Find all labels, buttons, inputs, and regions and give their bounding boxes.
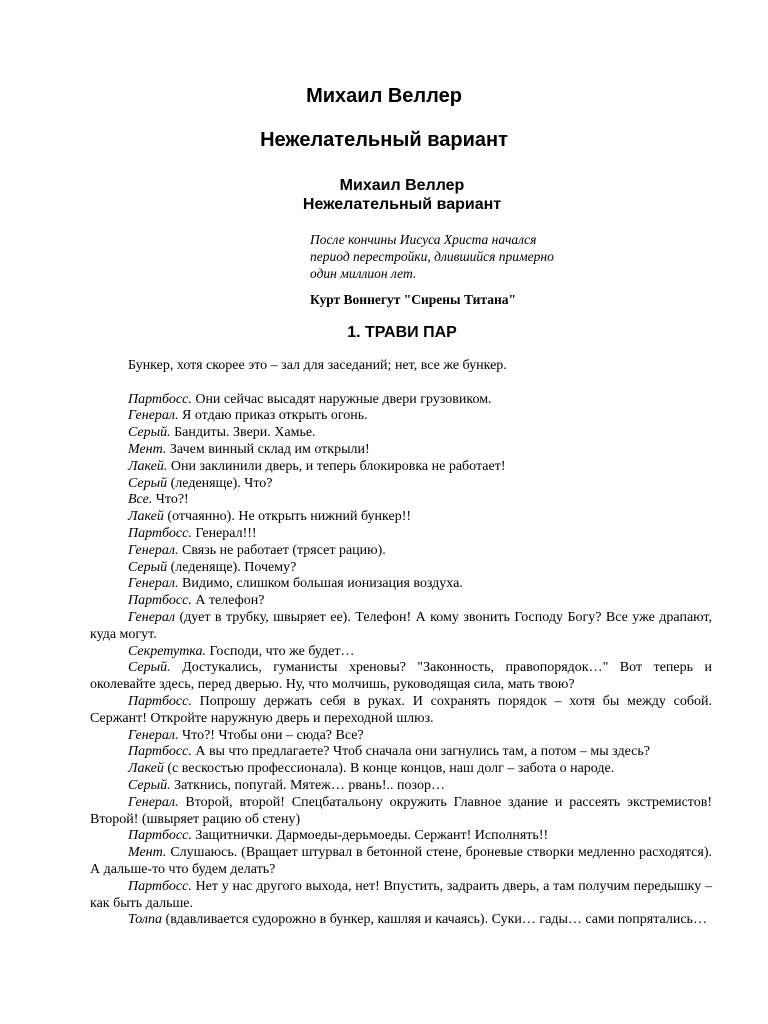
- speaker-name: Генерал.: [128, 408, 179, 424]
- line-text: Зачем винный склад им открыли!: [166, 441, 370, 457]
- line-text: (леденяще). Что?: [167, 475, 273, 491]
- dialogue-line: [90, 828, 712, 845]
- speaker-name: Лакей: [128, 509, 164, 525]
- title-subheading: Нежелательный вариант: [302, 196, 502, 213]
- line-text: (дует в трубку, швыряет ее). Телефон! А кому звонить Господу Богу? Все уже драпают, куда могут.: [90, 609, 712, 642]
- line-text: (с вескостью профессионала). В конце концов, наш долг – забота о народе.: [163, 761, 615, 777]
- epigraph-line: один миллион лет.: [310, 266, 417, 281]
- line-text: Они сейчас высадят наружные двери грузовиком.: [191, 391, 492, 407]
- speaker-name: Все.: [128, 492, 153, 508]
- dialogue-line: [90, 728, 712, 745]
- author-heading: Михаил Веллер: [306, 85, 462, 107]
- line-text: Попрошу держать себя в руках. И сохранять порядок – хотя бы между собой. Сержант! Откройте наружную дверь и переходной шлюз.: [90, 693, 712, 726]
- speaker-name: Серый: [128, 475, 168, 491]
- line-text: Заткнись, попугай. Мятеж… рвань!.. позор…: [170, 777, 445, 793]
- dialogue-line: [90, 459, 712, 476]
- dialogue-line: [90, 492, 712, 509]
- dialogue-line: [90, 761, 712, 778]
- line-text: Господи, что же будет…: [206, 643, 355, 659]
- dialogue-line: [90, 392, 712, 409]
- line-text: Они заклинили дверь, и теперь блокировка не работает!: [167, 458, 506, 474]
- line-text: (вдавливается судорожно в бункер, кашляя и качаясь). Суки… гады… сами попрятались…: [162, 912, 707, 928]
- line-text: (отчаянно). Не открыть нижний бункер!!: [163, 509, 412, 525]
- chapter-title: 1. ТРАВИ ПАР: [347, 324, 457, 341]
- dialogue-line: [90, 744, 712, 761]
- speaker-name: Серый.: [128, 425, 171, 441]
- title-heading: Нежелательный вариант: [260, 129, 508, 151]
- dialogue-line: [90, 442, 712, 459]
- dialogue-line: [90, 560, 712, 577]
- dialogue-line: [90, 576, 712, 593]
- dialogue: [90, 392, 712, 930]
- speaker-name: Генерал: [128, 609, 176, 625]
- dialogue-line: [90, 795, 712, 829]
- speaker-name: Партбосс.: [128, 593, 192, 609]
- line-text: Видимо, слишком большая ионизация воздуха.: [178, 576, 463, 592]
- dialogue-line: [90, 425, 712, 442]
- speaker-name: Генерал.: [128, 794, 179, 810]
- line-text: Слушаюсь. (Вращает штурвал в бетонной стене, броневые створки медленно расходятся). А дальше-то что будем делать?: [90, 845, 712, 877]
- speaker-name: Серый.: [128, 660, 171, 676]
- dialogue-line: [90, 610, 712, 644]
- author-subheading: Михаил Веллер: [339, 177, 465, 194]
- speaker-name: Генерал.: [128, 727, 179, 743]
- line-text: Что?! Чтобы они – сюда? Все?: [178, 727, 364, 743]
- line-text: Связь не работает (трясет рацию).: [178, 542, 386, 558]
- speaker-name: Партбосс.: [128, 693, 192, 709]
- dialogue-line: [90, 593, 712, 610]
- line-text: Второй, второй! Спецбатальону окружить Главное здание и рассеять экстремистов! Второй! (швыряет рацию об стену): [90, 794, 712, 827]
- epigraph-line: период перестройки, длившийся примерно: [310, 249, 554, 264]
- speaker-name: Толпа: [128, 912, 163, 928]
- speaker-name: Мент.: [128, 845, 167, 861]
- play-text: [90, 358, 712, 929]
- speaker-name: Мент.: [128, 441, 167, 457]
- epigraph: [310, 231, 610, 282]
- line-text: Защитнички. Дармоеды-дерьмоеды. Сержант! Исполнять!!: [191, 828, 549, 844]
- dialogue-line: [90, 543, 712, 560]
- speaker-name: Серый: [128, 559, 168, 575]
- speaker-name: Серый.: [128, 777, 171, 793]
- dialogue-line: [90, 694, 712, 728]
- speaker-name: Партбосс.: [128, 828, 192, 844]
- dialogue-line: [90, 526, 712, 543]
- speaker-name: Секретутка.: [128, 643, 207, 659]
- line-text: Достукались, гуманисты хреновы? "Законность, правопорядок…" Вот теперь и околевайте здесь, перед дверью. Ну, что молчишь, руководящая сила, мать твою?: [90, 660, 712, 693]
- speaker-name: Партбосс.: [128, 878, 192, 894]
- speaker-name: Генерал.: [128, 542, 179, 558]
- dialogue-line: [90, 476, 712, 493]
- line-text: А вы что предлагаете? Чтоб сначала они загнулись там, а потом – мы здесь?: [191, 744, 650, 760]
- dialogue-line: [90, 509, 712, 526]
- speaker-name: Партбосс.: [128, 525, 192, 541]
- speaker-name: Партбосс.: [128, 391, 192, 407]
- dialogue-line: [90, 845, 712, 879]
- speaker-name: Партбосс.: [128, 744, 192, 760]
- line-text: А телефон?: [191, 593, 265, 609]
- dialogue-line: [90, 660, 712, 694]
- line-text: Бандиты. Звери. Хамье.: [170, 425, 316, 441]
- dialogue-line: [90, 879, 712, 913]
- speaker-name: Лакей: [128, 761, 164, 777]
- line-text: (леденяще). Почему?: [167, 559, 297, 575]
- line-text: Я отдаю приказ открыть огонь.: [178, 408, 368, 424]
- line-text: Генерал!!!: [191, 525, 257, 541]
- line-text: Нет у нас другого выхода, нет! Впустить, задраить дверь, а там получим передышку – как быть дальше.: [90, 878, 712, 911]
- epigraph-line: После кончины Иисуса Христа начался: [310, 232, 537, 247]
- epigraph-source: Курт Воннегут "Сирены Титана": [310, 292, 516, 307]
- dialogue-line: [90, 912, 712, 929]
- dialogue-line: [90, 408, 712, 425]
- line-text: Что?!: [152, 492, 189, 508]
- dialogue-line: [90, 644, 712, 661]
- speaker-name: Генерал.: [128, 576, 179, 592]
- speaker-name: Лакей.: [128, 458, 168, 474]
- dialogue-line: [90, 778, 712, 795]
- intro-paragraph: Бункер, хотя скорее это – зал для заседаний; нет, все же бункер.: [128, 358, 507, 373]
